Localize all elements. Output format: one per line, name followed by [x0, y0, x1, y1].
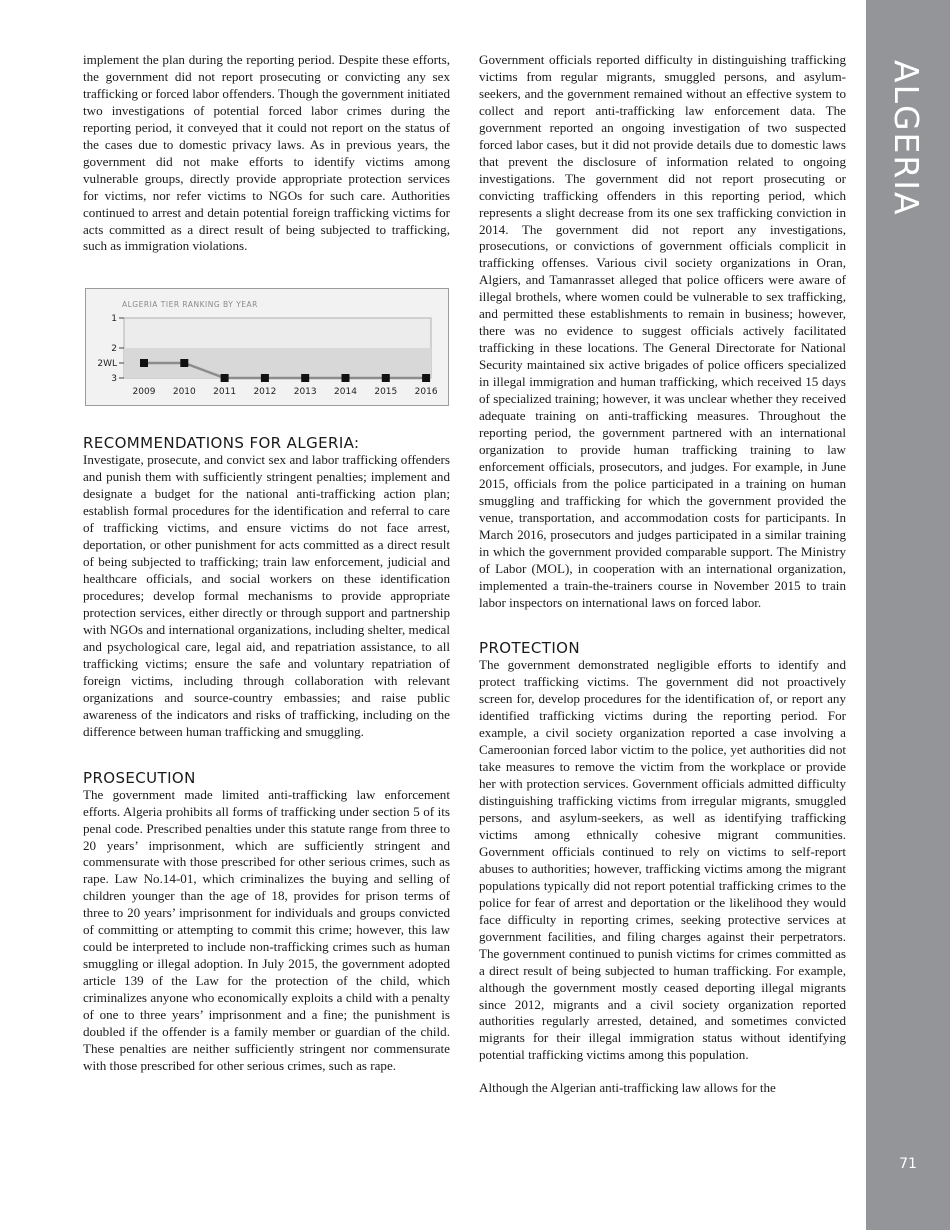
protection-paragraph: The government demonstrated negligible efforts to identify and protect trafficking victims. The government did not proactively screen for, develop procedures for the identification of, or report any identified trafficking victims during the reporting period. For example, a civil society organization reported a case involving a Cameroonian forced labor victim to the police, yet authorities did not take measures to remove the victim from the workplace or provide her with protection services. Government officials admitted difficulty distinguishing trafficking victims from irregular migrants, smuggled persons, and asylum-seekers, as well as identifying trafficking victims among ethnically cohesive migrant communities. Government officials continued to rely on victims to self-report abuses to authorities; however, trafficking victims among the migrant populations typically did not report potential trafficking crimes to the police for fear of arrest and deportation or the likelihood they would face difficulty in reporting crimes, seeking protective services at government facilities, and filing charges against their perpetrators. The government continued to punish victims for crimes committed as a direct result of being subjected to human trafficking. For example, although the government mostly ceased deporting illegal migrants since 2012, migrants and a civil society organization reported authorities regularly arrested, detained, and sometimes convicted migrants for their illegal immigration status without identifying potential trafficking victims among this population. [479, 657, 846, 1063]
y-tick-label: 1 [111, 314, 117, 325]
prosecution-paragraph: The government made limited anti-trafficking law enforcement efforts. Algeria prohibits all forms of trafficking under section 5 of its penal code. Prescribed penalties under this statute range from three to 20 years’ imprisonment, which are sufficiently stringent and commensurate with those prescribed for other serious crimes, such as rape. Law No.14-01, which criminalizes the buying and selling of children younger than the age of 18, provides for prison terms of three to 20 years’ imprisonment for individuals and groups convicted of committing or attempting to commit this crime; however, this law could be interpreted to include non-trafficking crimes such as human smuggling or illegal adoption. In July 2015, the government adopted article 139 of the Law for the protection of the child, which criminalizes anyone who economically exploits a child with a penalty of one to three years’ imprisonment and a fine; the punishment is doubled if the offender is a family member or guardian of the child. These penalties are neither sufficiently stringent nor commensurate with those prescribed for other serious crimes, such as rape. [83, 786, 450, 1073]
x-tick-label: 2013 [293, 387, 317, 398]
x-tick-label: 2016 [414, 387, 438, 398]
recommendations-heading: RECOMMENDATIONS FOR ALGERIA: [83, 434, 360, 453]
y-tick-label: 2 [111, 344, 117, 355]
country-name: ALGERIA [887, 60, 926, 217]
data-point [221, 374, 229, 382]
x-tick-label: 2010 [172, 387, 196, 398]
prosecution-continued-paragraph: Government officials reported difficulty in distinguishing trafficking victims from regular migrants, smuggled persons, and asylum-seekers, and the government remained without an effective system to collect and report anti-trafficking law enforcement data. The government reported an ongoing investigation of two suspected forced labor cases, but it did not provide details due to domestic laws that prevent the disclosure of information related to ongoing investigations. The government did not report prosecuting or convicting trafficking offenders in this reporting period, which represents a slight decrease from its one sex trafficking conviction in 2014. The government did not report any investigations, prosecutions, or convictions of government officials complicit in trafficking offenses. Various civil society organizations in Oran, Algiers, and Tamanrasset alleged that police officers were aware of illegal brothels, where women could be vulnerable to sex trafficking, and permitted these establishments to remain in business; however, there was no evidence to suggest officials actively facilitated trafficking in these locations. The General Directorate for National Security maintained six active brigades of police officers specialized in illegal immigration and human trafficking, which received 15 days of specialized training; however, it was unclear whether they received adequate training on anti-trafficking measures. Throughout the reporting period, the government partnered with an international organization to provide human trafficking training to law enforcement officials, prosecutors, and judges. For example, in June 2015, officials from the police participated in a training on human smuggling and trafficking for which the government provided the venue, transportation, and accommodation costs for participants. In March 2016, prosecutors and judges participated in a similar training in which the government provided comparable support. The Ministry of Labor (MOL), in cooperation with an international organization, implemented a train-the-trainers course in November 2015 to train labor inspectors on international laws on forced labor. [479, 52, 846, 610]
prosecution-heading: PROSECUTION [83, 768, 196, 787]
page-number: 71 [899, 1156, 917, 1172]
data-point [301, 374, 309, 382]
protection-continued-paragraph: Although the Algerian anti-trafficking law allows for the [479, 1080, 776, 1096]
tier-ranking-chart [85, 288, 449, 406]
tier-ranking-chart-svg [86, 289, 450, 407]
x-tick-label: 2012 [253, 387, 277, 398]
data-point [382, 374, 390, 382]
x-tick-label: 2009 [132, 387, 156, 398]
x-tick-label: 2015 [374, 387, 398, 398]
x-tick-label: 2014 [334, 387, 357, 398]
data-point [342, 374, 350, 382]
data-point [422, 374, 430, 382]
data-point [261, 374, 269, 382]
intro-paragraph: implement the plan during the reporting period. Despite these efforts, the government did not report prosecuting or convicting any sex trafficking or forced labor offenders. Though the government initiated two investigations of potential forced labor crimes during the reporting period, it conveyed that it could not report on the status of the cases due to domestic privacy laws. As in previous years, the government did not make efforts to identify victims among vulnerable groups, directly provide appropriate protection services for victims, nor refer victims to NGOs for such care. Authorities continued to arrest and detain potential foreign trafficking victims for acts committed as a direct result of being subjected to trafficking, such as immigration violations. [83, 52, 450, 254]
left-column [83, 52, 450, 1075]
protection-heading: PROTECTION [479, 639, 581, 658]
right-column [479, 52, 846, 1097]
chart-title: ALGERIA TIER RANKING BY YEAR [122, 300, 258, 310]
data-point [180, 359, 188, 367]
y-tick-label: 3 [111, 374, 117, 385]
y-tick-label: 2WL [97, 359, 117, 370]
x-tick-label: 2011 [213, 387, 237, 398]
recommendations-paragraph: Investigate, prosecute, and convict sex and labor trafficking offenders and punish them with sufficiently stringent penalties; implement and designate a budget for the national anti-trafficking action plan; establish formal procedures for the identification and referral to care of trafficking victims, and ensure victims do not face arrest, deportation, or other punishment for acts committed as a direct result of being subjected to trafficking; train law enforcement, judicial and healthcare officials, and social workers on these identification procedures; develop formal mechanisms to provide appropriate protection services, either directly or through support and partnership with NGOs and international organizations, including shelter, medical and psychological care, legal aid, and repatriation assistance, to all trafficking victims; ensure the safe and voluntary repatriation of foreign victims, including through collaboration with relevant organizations and source-country embassies; and raise public awareness of the indicators and risks of trafficking, including on the difference between human trafficking and smuggling. [83, 452, 450, 739]
data-point [140, 359, 148, 367]
